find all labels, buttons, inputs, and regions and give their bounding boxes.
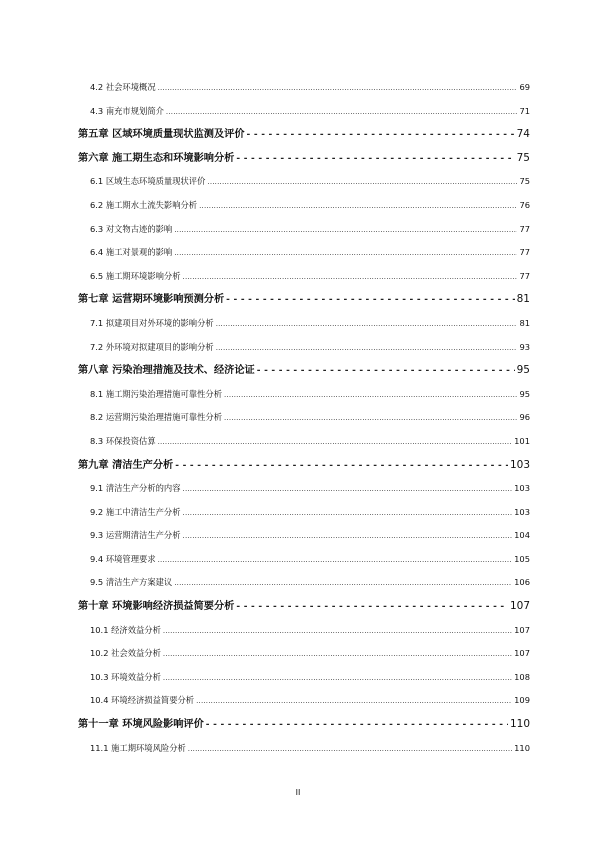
toc-leader	[247, 124, 515, 147]
toc-entry-title: 10.4 环境经济损益简要分析	[90, 695, 195, 706]
toc-entry-title: 10.1 经济效益分析	[90, 624, 161, 635]
toc-entry-10-4[interactable]	[78, 689, 530, 713]
toc-entry-title: 6.5 施工期环境影响分析	[90, 270, 181, 281]
toc-leader	[174, 219, 517, 242]
toc-chapter-7[interactable]	[78, 288, 530, 312]
toc-entry-title: 6.1 区域生态环境质量现状评价	[90, 176, 206, 187]
toc-leader	[216, 337, 518, 360]
toc-entry-title: 9.4 环境管理要求	[90, 553, 156, 564]
toc-leader	[226, 289, 514, 312]
toc-entry-title: 6.4 施工对景观的影响	[90, 247, 173, 258]
toc-entry-11-1[interactable]	[78, 737, 530, 761]
toc-entry-8-1[interactable]	[78, 383, 530, 407]
toc-entry-title: 10.3 环境效益分析	[90, 671, 161, 682]
toc-chapter-title: 第十一章 环境风险影响评价	[78, 719, 204, 731]
toc-page-number: 75	[519, 176, 530, 187]
toc-entry-title: 10.2 社会效益分析	[90, 648, 161, 659]
toc-entry-7-2[interactable]	[78, 336, 530, 360]
toc-page-number: 81	[519, 317, 530, 328]
toc-page-number: 101	[514, 435, 530, 446]
toc-entry-title: 7.2 外环境对拟建项目的影响分析	[90, 341, 214, 352]
toc-leader	[257, 360, 515, 383]
toc-leader	[158, 431, 513, 454]
toc-chapter-title: 第七章 运营期环境影响预测分析	[78, 294, 225, 306]
toc-entry-6-5[interactable]	[78, 265, 530, 289]
toc-page-number: 106	[514, 577, 530, 588]
toc-page-number: 108	[514, 671, 530, 682]
toc-entry-title: 9.1 清洁生产分析的内容	[90, 483, 181, 494]
toc-entry-title: 6.2 施工期水土流失影响分析	[90, 199, 198, 210]
toc-leader	[224, 407, 517, 430]
toc-leader	[158, 77, 518, 100]
toc-leader	[163, 643, 512, 666]
toc-entry-4-3[interactable]	[78, 100, 530, 124]
toc-chapter-title: 第十章 环境影响经济损益简要分析	[78, 601, 235, 613]
toc-page-number: 103	[509, 458, 530, 471]
toc-entry-9-4[interactable]	[78, 548, 530, 572]
toc-leader	[236, 148, 514, 171]
table-of-contents	[78, 76, 530, 760]
toc-page-number: 96	[519, 412, 530, 423]
toc-entry-title: 6.3 对文物古迹的影响	[90, 223, 173, 234]
toc-entry-7-1[interactable]	[78, 312, 530, 336]
toc-page-number: 77	[519, 223, 530, 234]
toc-chapter-title: 第九章 清洁生产分析	[78, 459, 174, 471]
toc-chapter-title: 第八章 污染治理措施及技术、经济论证	[78, 365, 255, 377]
toc-entry-10-2[interactable]	[78, 642, 530, 666]
toc-entry-title: 9.3 运营期清洁生产分析	[90, 530, 181, 541]
toc-entry-9-1[interactable]	[78, 477, 530, 501]
toc-entry-4-2[interactable]	[78, 76, 530, 100]
toc-page-number: 69	[519, 82, 530, 92]
toc-leader	[183, 478, 513, 501]
toc-chapter-9[interactable]	[78, 454, 530, 478]
toc-page-number: 110	[509, 718, 530, 731]
toc-entry-6-4[interactable]	[78, 241, 530, 265]
toc-leader	[166, 101, 518, 124]
toc-entry-9-5[interactable]	[78, 571, 530, 595]
toc-entry-6-3[interactable]	[78, 218, 530, 242]
toc-entry-6-1[interactable]	[78, 170, 530, 194]
toc-entry-9-2[interactable]	[78, 501, 530, 525]
toc-entry-9-3[interactable]	[78, 524, 530, 548]
toc-entry-6-2[interactable]	[78, 194, 530, 218]
toc-entry-10-1[interactable]	[78, 619, 530, 643]
toc-page-number: 103	[514, 483, 530, 494]
toc-page-number: 71	[519, 105, 530, 116]
toc-page-number: 74	[516, 128, 530, 141]
toc-chapter-11[interactable]	[78, 713, 530, 737]
toc-entry-title: 9.5 清洁生产方案建议	[90, 577, 173, 588]
toc-entry-8-3[interactable]	[78, 430, 530, 454]
toc-entry-10-3[interactable]	[78, 666, 530, 690]
toc-page-number: 77	[519, 247, 530, 258]
toc-leader	[196, 690, 512, 713]
toc-leader	[174, 572, 512, 595]
toc-chapter-8[interactable]	[78, 359, 530, 383]
toc-leader	[163, 667, 512, 690]
toc-leader	[188, 738, 512, 761]
toc-leader	[236, 596, 508, 619]
toc-page-number: 81	[516, 293, 530, 306]
toc-leader	[199, 195, 517, 218]
toc-page-number: 93	[519, 341, 530, 352]
toc-chapter-10[interactable]	[78, 595, 530, 619]
toc-entry-title: 4.2 社会环境概况	[90, 82, 156, 92]
toc-entry-title: 8.1 施工期污染治理措施可靠性分析	[90, 388, 222, 399]
toc-entry-title: 8.3 环保投资估算	[90, 435, 156, 446]
toc-page-number: 105	[514, 553, 530, 564]
toc-leader	[216, 313, 518, 336]
toc-entry-title: 7.1 拟建项目对外环境的影响分析	[90, 317, 214, 328]
toc-entry-title: 9.2 施工中清洁生产分析	[90, 506, 181, 517]
toc-leader	[206, 714, 508, 737]
toc-chapter-title: 第六章 施工期生态和环境影响分析	[78, 152, 235, 164]
toc-entry-title: 11.1 施工期环境风险分析	[90, 742, 186, 753]
toc-entry-title: 8.2 运营期污染治理措施可靠性分析	[90, 412, 222, 423]
page-number-footer: II	[295, 788, 301, 797]
toc-page-number: 104	[514, 530, 530, 541]
toc-page-number: 76	[519, 199, 530, 210]
toc-page-number: 95	[516, 364, 530, 377]
toc-leader	[183, 266, 518, 289]
toc-page-number: 75	[516, 151, 530, 164]
toc-leader	[174, 242, 517, 265]
toc-chapter-5[interactable]	[78, 123, 530, 147]
toc-page-number: 107	[514, 648, 530, 659]
toc-entry-8-2[interactable]	[78, 406, 530, 430]
toc-leader	[183, 525, 513, 548]
toc-page-number: 95	[519, 388, 530, 399]
toc-page-number: 103	[514, 506, 530, 517]
toc-leader	[158, 549, 513, 572]
toc-page-number: 110	[514, 742, 530, 753]
toc-page-number: 107	[509, 600, 530, 613]
toc-leader	[175, 455, 508, 478]
toc-leader	[207, 171, 517, 194]
toc-leader	[183, 502, 513, 525]
toc-entry-title: 4.3 南充市规划简介	[90, 105, 164, 116]
toc-page-number: 107	[514, 624, 530, 635]
toc-chapter-title: 第五章 区域环境质量现状监测及评价	[78, 129, 245, 141]
toc-page-number: 77	[519, 270, 530, 281]
toc-leader	[163, 620, 512, 643]
toc-page-number: 109	[514, 695, 530, 706]
toc-chapter-6[interactable]	[78, 147, 530, 171]
toc-leader	[224, 384, 517, 407]
